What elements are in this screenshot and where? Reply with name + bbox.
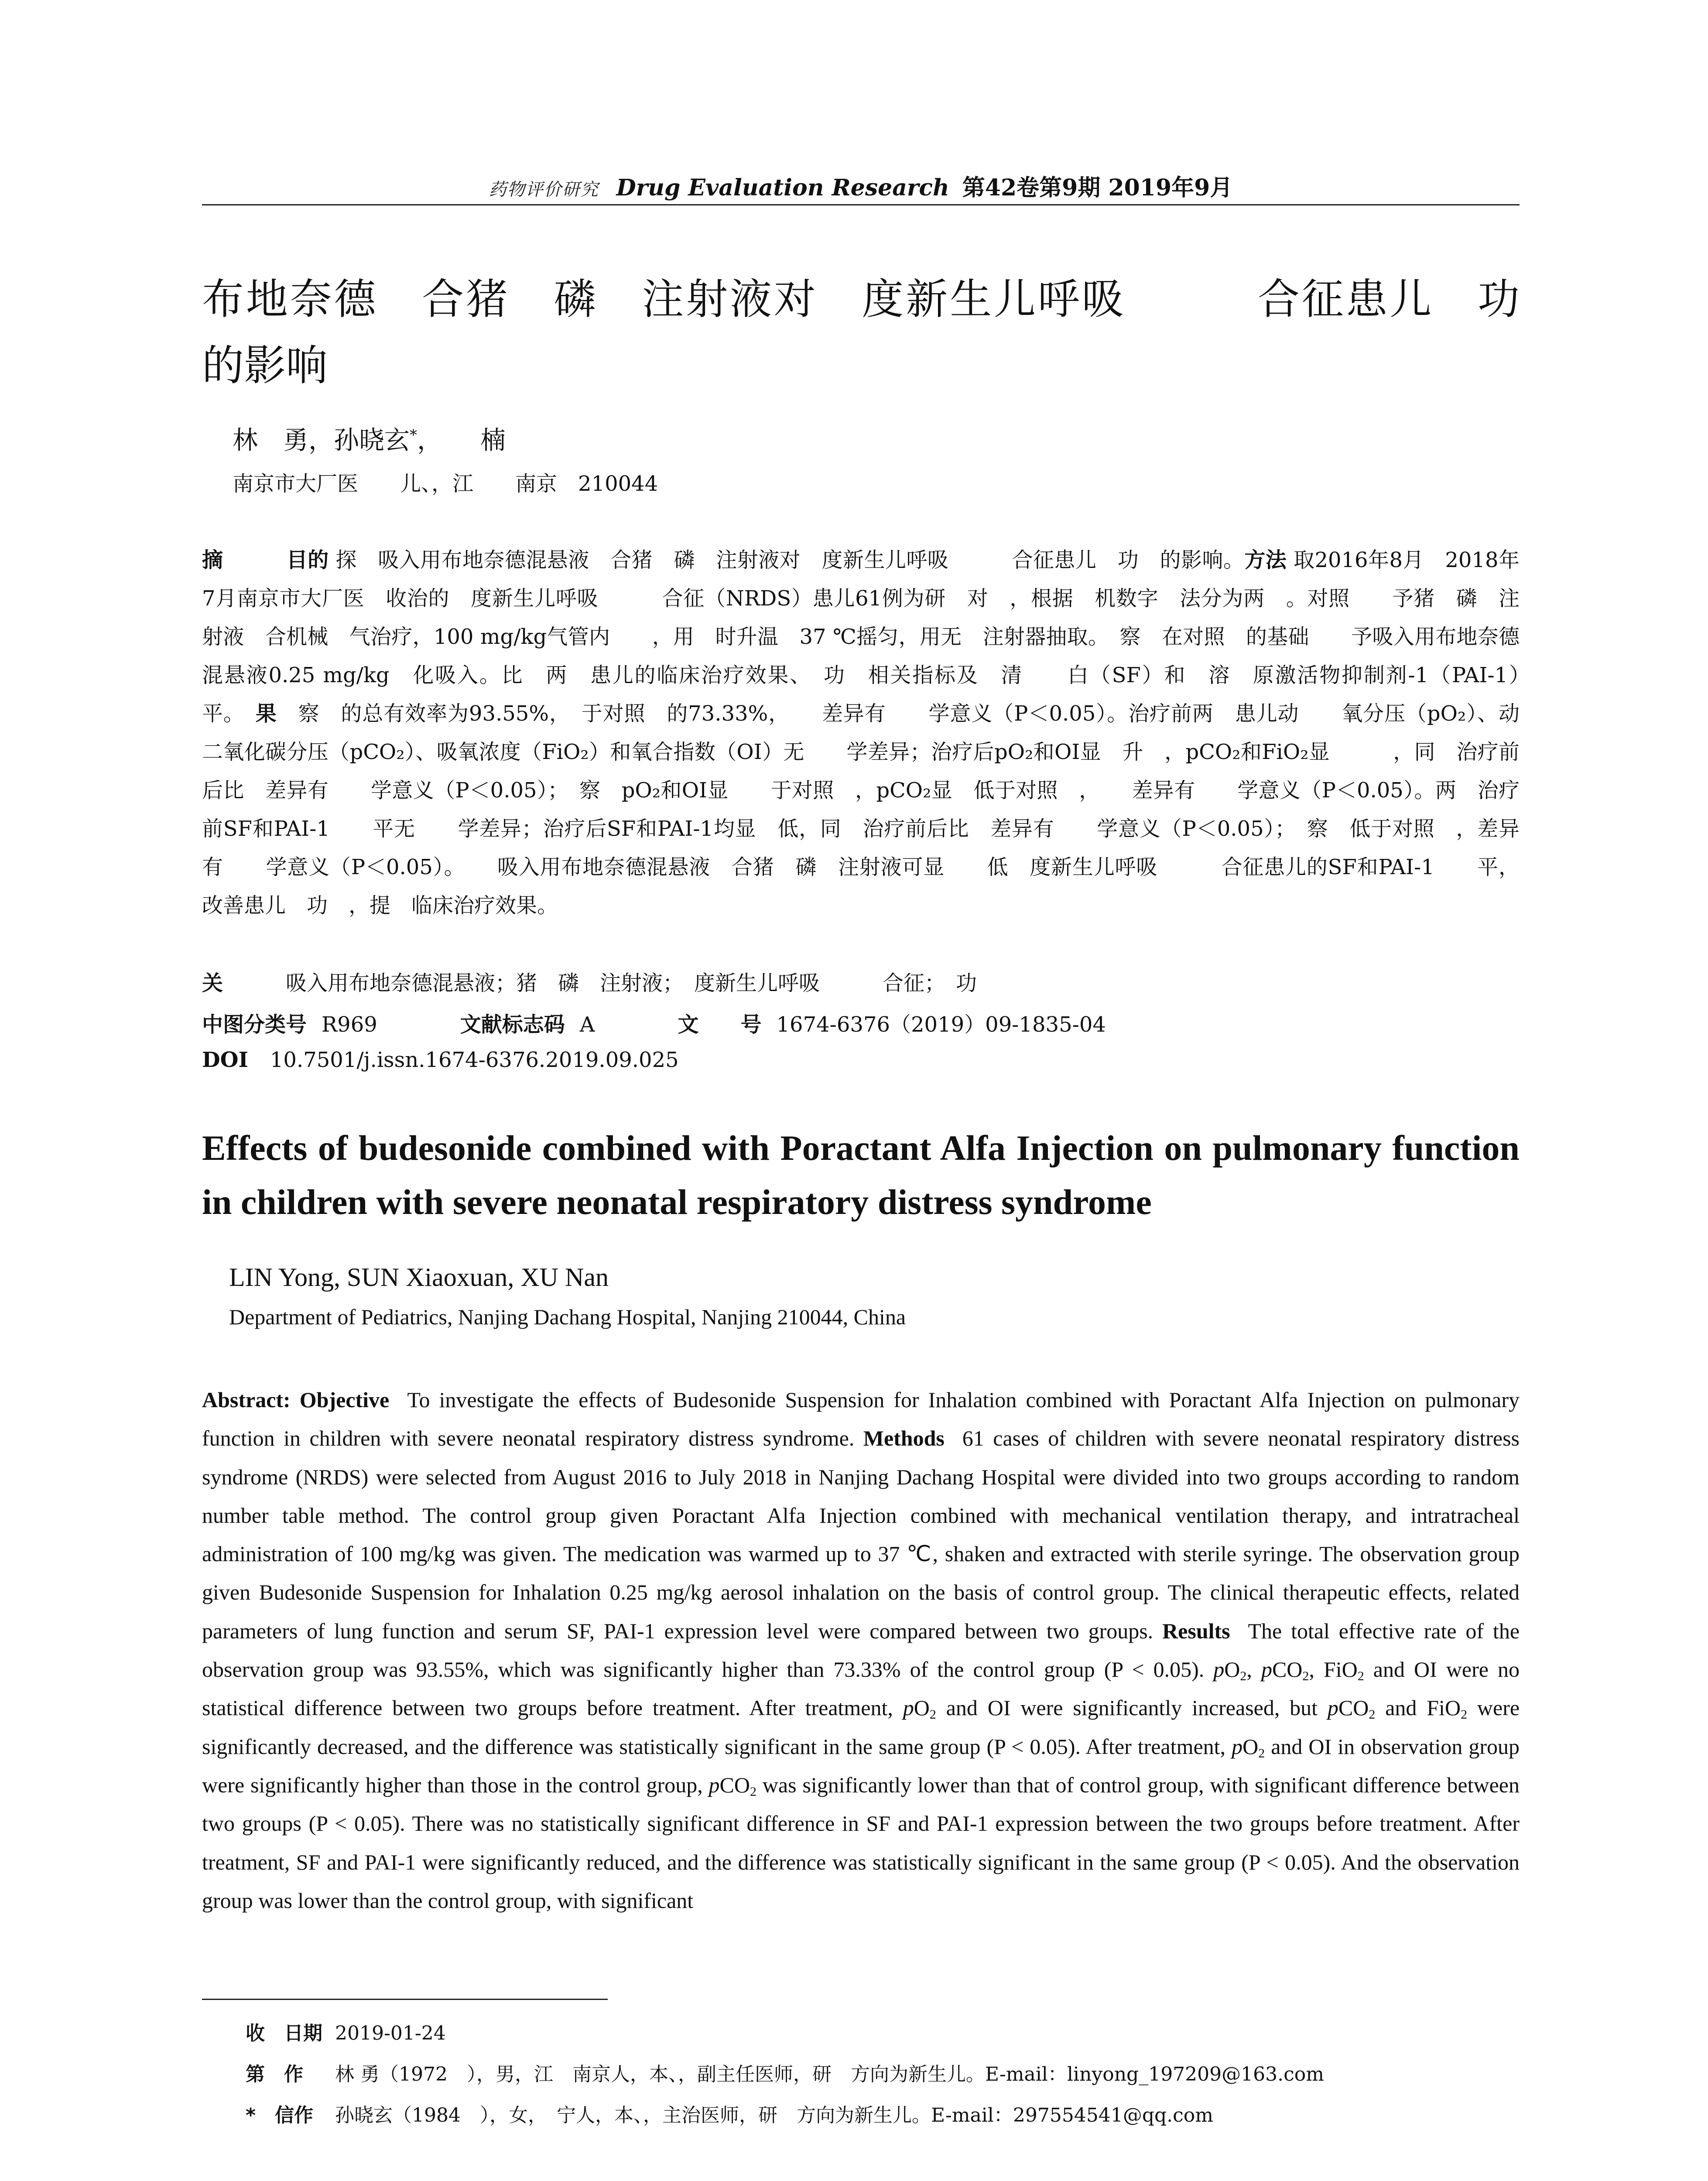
chinese-keywords: 关 吸入用布地奈德混悬液；猪 磷 注射液； 度新生儿呼吸 合征； 功 [202, 971, 977, 995]
methods-text: 取2016年8月 2018年7月南京市大厂医 收治的 度新生儿呼吸 合征（NRDS）患儿61例为研 对 ，根据 机数字 法分为两 。对照 予猪 磷 注射液 合机械 气治疗，100 mg/kg气管内 ，用 时升温 37 ℃摇匀，用无 注射器抽取。 察 在对照 的基础 予吸入用布地奈德混悬液0.25 mg/kg 化吸入。比 两 患儿的临床治疗效果、 功 相关指标及 清 白（SF）和 溶 原激活物抑制剂-1（PAI-1） 平。 [202, 548, 1583, 726]
methods-label: Methods [863, 1426, 945, 1451]
doi-line: DOI 10.7501/j.issn.1674-6376.2019.09.025 [202, 1048, 679, 1072]
chinese-title: 布地奈德 合猪 磷 注射液对 度新生儿呼吸 合征患儿 功 的影响 [202, 275, 1561, 390]
objective-text: 探 吸入用布地奈德混悬液 合猪 磷 注射液对 度新生儿呼吸 合征患儿 功 的影响。 [335, 548, 1245, 572]
results-text: 察 的总有效率为93.55%， 于对照 的73.33%， 差异有 学意义（P＜0.05）。治疗前两 患儿动 氧分压（pO₂）、动 二氧化碳分压（pCO₂）、吸氧浓度（FiO₂）和氧合指数（OI）无 学差异；治疗后pO₂和OI显 升 ，pCO₂和FiO₂显 ，同 治疗前后比 差异有 学意义（P＜0.05）； 察 pO₂和OI显 于对照 ，pCO₂显 低于对照 ， 差异有 学意义（P＜0.05）。两 治疗前SF和PAI-1 平无 学差异；治疗后SF和PAI-1均显 低，同 治疗前后比 差异有 学意义（P＜0.05）； 察 低于对照 ，差异有 学意义（P＜0.05）。 吸入用布地奈德混悬液 合猪 磷 注射液可显 低 度新生儿呼吸 合征患儿的SF和PAI-1 平，改善患儿 功 ，提 临床治疗效果。 [202, 701, 1540, 918]
journal-name: Drug Evaluation Research [616, 174, 949, 201]
english-title: Effects of budesonide combined with Poractant Alfa Injection on pulmonary function in children with severe neonatal respiratory distress syndrome [202, 1128, 1520, 1222]
header-rule [202, 204, 1520, 205]
corresponding-mark: * [410, 426, 418, 444]
abstract-label: Abstract: [202, 1388, 291, 1412]
keywords-label: 关 [202, 971, 265, 995]
chinese-affiliation: 南京市大厂医 儿、，江 南京 210044 [233, 472, 658, 496]
objective-label: 目的 [286, 548, 329, 572]
results-label: Results [1162, 1618, 1230, 1643]
article-number: 1674-6376（2019）09-1835-04 [776, 1012, 1106, 1037]
chinese-abstract [202, 541, 1583, 925]
first-author-note: 第 作 林 勇（1972 ），男，江 南京人，本、，副主任医师，研 方向为新生儿。E-mail：linyong_197209@163.com [246, 2063, 1324, 2085]
clc-number: R969 [322, 1012, 377, 1037]
results-label: 果 [255, 701, 277, 726]
english-affiliation: Department of Pediatrics, Nanjing Dachang Hospital, Nanjing 210044, China [229, 1305, 906, 1329]
objective-label: Objective [299, 1388, 390, 1412]
classification-line: 中图分类号 R969 文献标志码 A 文 号 1674-6376（2019）09-1835-04 [202, 1012, 1106, 1037]
document-code: A [579, 1012, 595, 1037]
english-authors: LIN Yong, SUN Xiaoxuan, XU Nan [229, 1263, 609, 1292]
doi-value: 10.7501/j.issn.1674-6376.2019.09.025 [270, 1048, 679, 1072]
footnote-rule [202, 1999, 608, 2000]
methods-text: 61 cases of children with severe neonatal respiratory distress syndrome (NRDS) were selected from August 2016 to July 2018 in Nanjing Dachang Hospital were divided into two groups according to random number table method. The control group given Poractant Alfa Injection combined with mechanical ventilation therapy, and intratracheal administration of 100 mg/kg was given. The medication was warmed up to 37 ℃, shaken and extracted with sterile syringe. The observation group given Budesonide Suspension for Inhalation 0.25 mg/kg aerosol inhalation on the basis of control group. The clinical therapeutic effects, related parameters of lung function and serum SF, PAI-1 expression level were compared between two groups. [202, 1426, 1520, 1643]
english-abstract: Abstract: Objective To investigate the effects of Budesonide Suspension for Inhalation combined with Poractant Alfa Injection on pulmonary function in children with severe neonatal respiratory distress syndrome. Methods 61 cases of children with severe neonatal respiratory distress syndrome (NRDS) were selected from August 2016 to July 2018 in Nanjing Dachang Hospital were divided into two groups according to random number table method. The control group given Poractant Alfa Injection combined with mechanical ventilation therapy, and intratracheal administration of 100 mg/kg was given. The medication was warmed up to 37 ℃, shaken and extracted with sterile syringe. The observation group given Budesonide Suspension for Inhalation 0.25 mg/kg aerosol inhalation on the basis of control group. The clinical therapeutic effects, related parameters of lung function and serum SF, PAI-1 expression level were compared between two groups. Results The total effective rate of the observation group was 93.55%, which was significantly higher than 73.33% of the control group (P < 0.05). $pO_2$, pCO$_2$, FiO$_2$ and OI were no statistical difference between two groups before treatment. After treatment, $pO_2$ and OI were significantly increased, but pCO$_2$ and FiO$_2$ were significantly decreased, and the difference was statistically significant in the same group (P < 0.05). After treatment, $pO_2$ and OI in observation group were significantly higher than those in the control group, pCO$_2$ was significantly lower than that of control group, with significant difference between two groups (P < 0.05). There was no statistically significant difference in SF and PAI-1 expression between the two groups before treatment. After treatment, SF and PAI-1 were significantly reduced, and the difference was statistically significant in the same group (P < 0.05). And the observation group was lower than the control group, with significant [202, 1388, 1520, 1913]
received-date: 收 日期 2019-01-24 [246, 2022, 446, 2044]
methods-label: 方法 [1244, 548, 1287, 572]
corresponding-author-note: * 信作 孙晓玄（1984 ），女， 宁人，本、，主治医师，研 方向为新生儿。E-mail：297554541@qq.com [246, 2104, 1213, 2126]
abstract-label: 摘 [202, 548, 287, 572]
running-header [202, 169, 1520, 202]
objective-text: To investigate the effects of Budesonide Suspension for Inhalation combined with Poractant Alfa Injection on pulmonary function in children with severe neonatal respiratory distress syndrome. [202, 1388, 1520, 1451]
journal-issue: 第42卷第9期 2019年9月 [962, 174, 1233, 201]
footnotes [246, 2013, 1324, 2136]
journal-logo: 药物评价研究 [489, 180, 599, 200]
chinese-authors: 林 勇，孙晓玄*， 楠 [233, 425, 506, 455]
